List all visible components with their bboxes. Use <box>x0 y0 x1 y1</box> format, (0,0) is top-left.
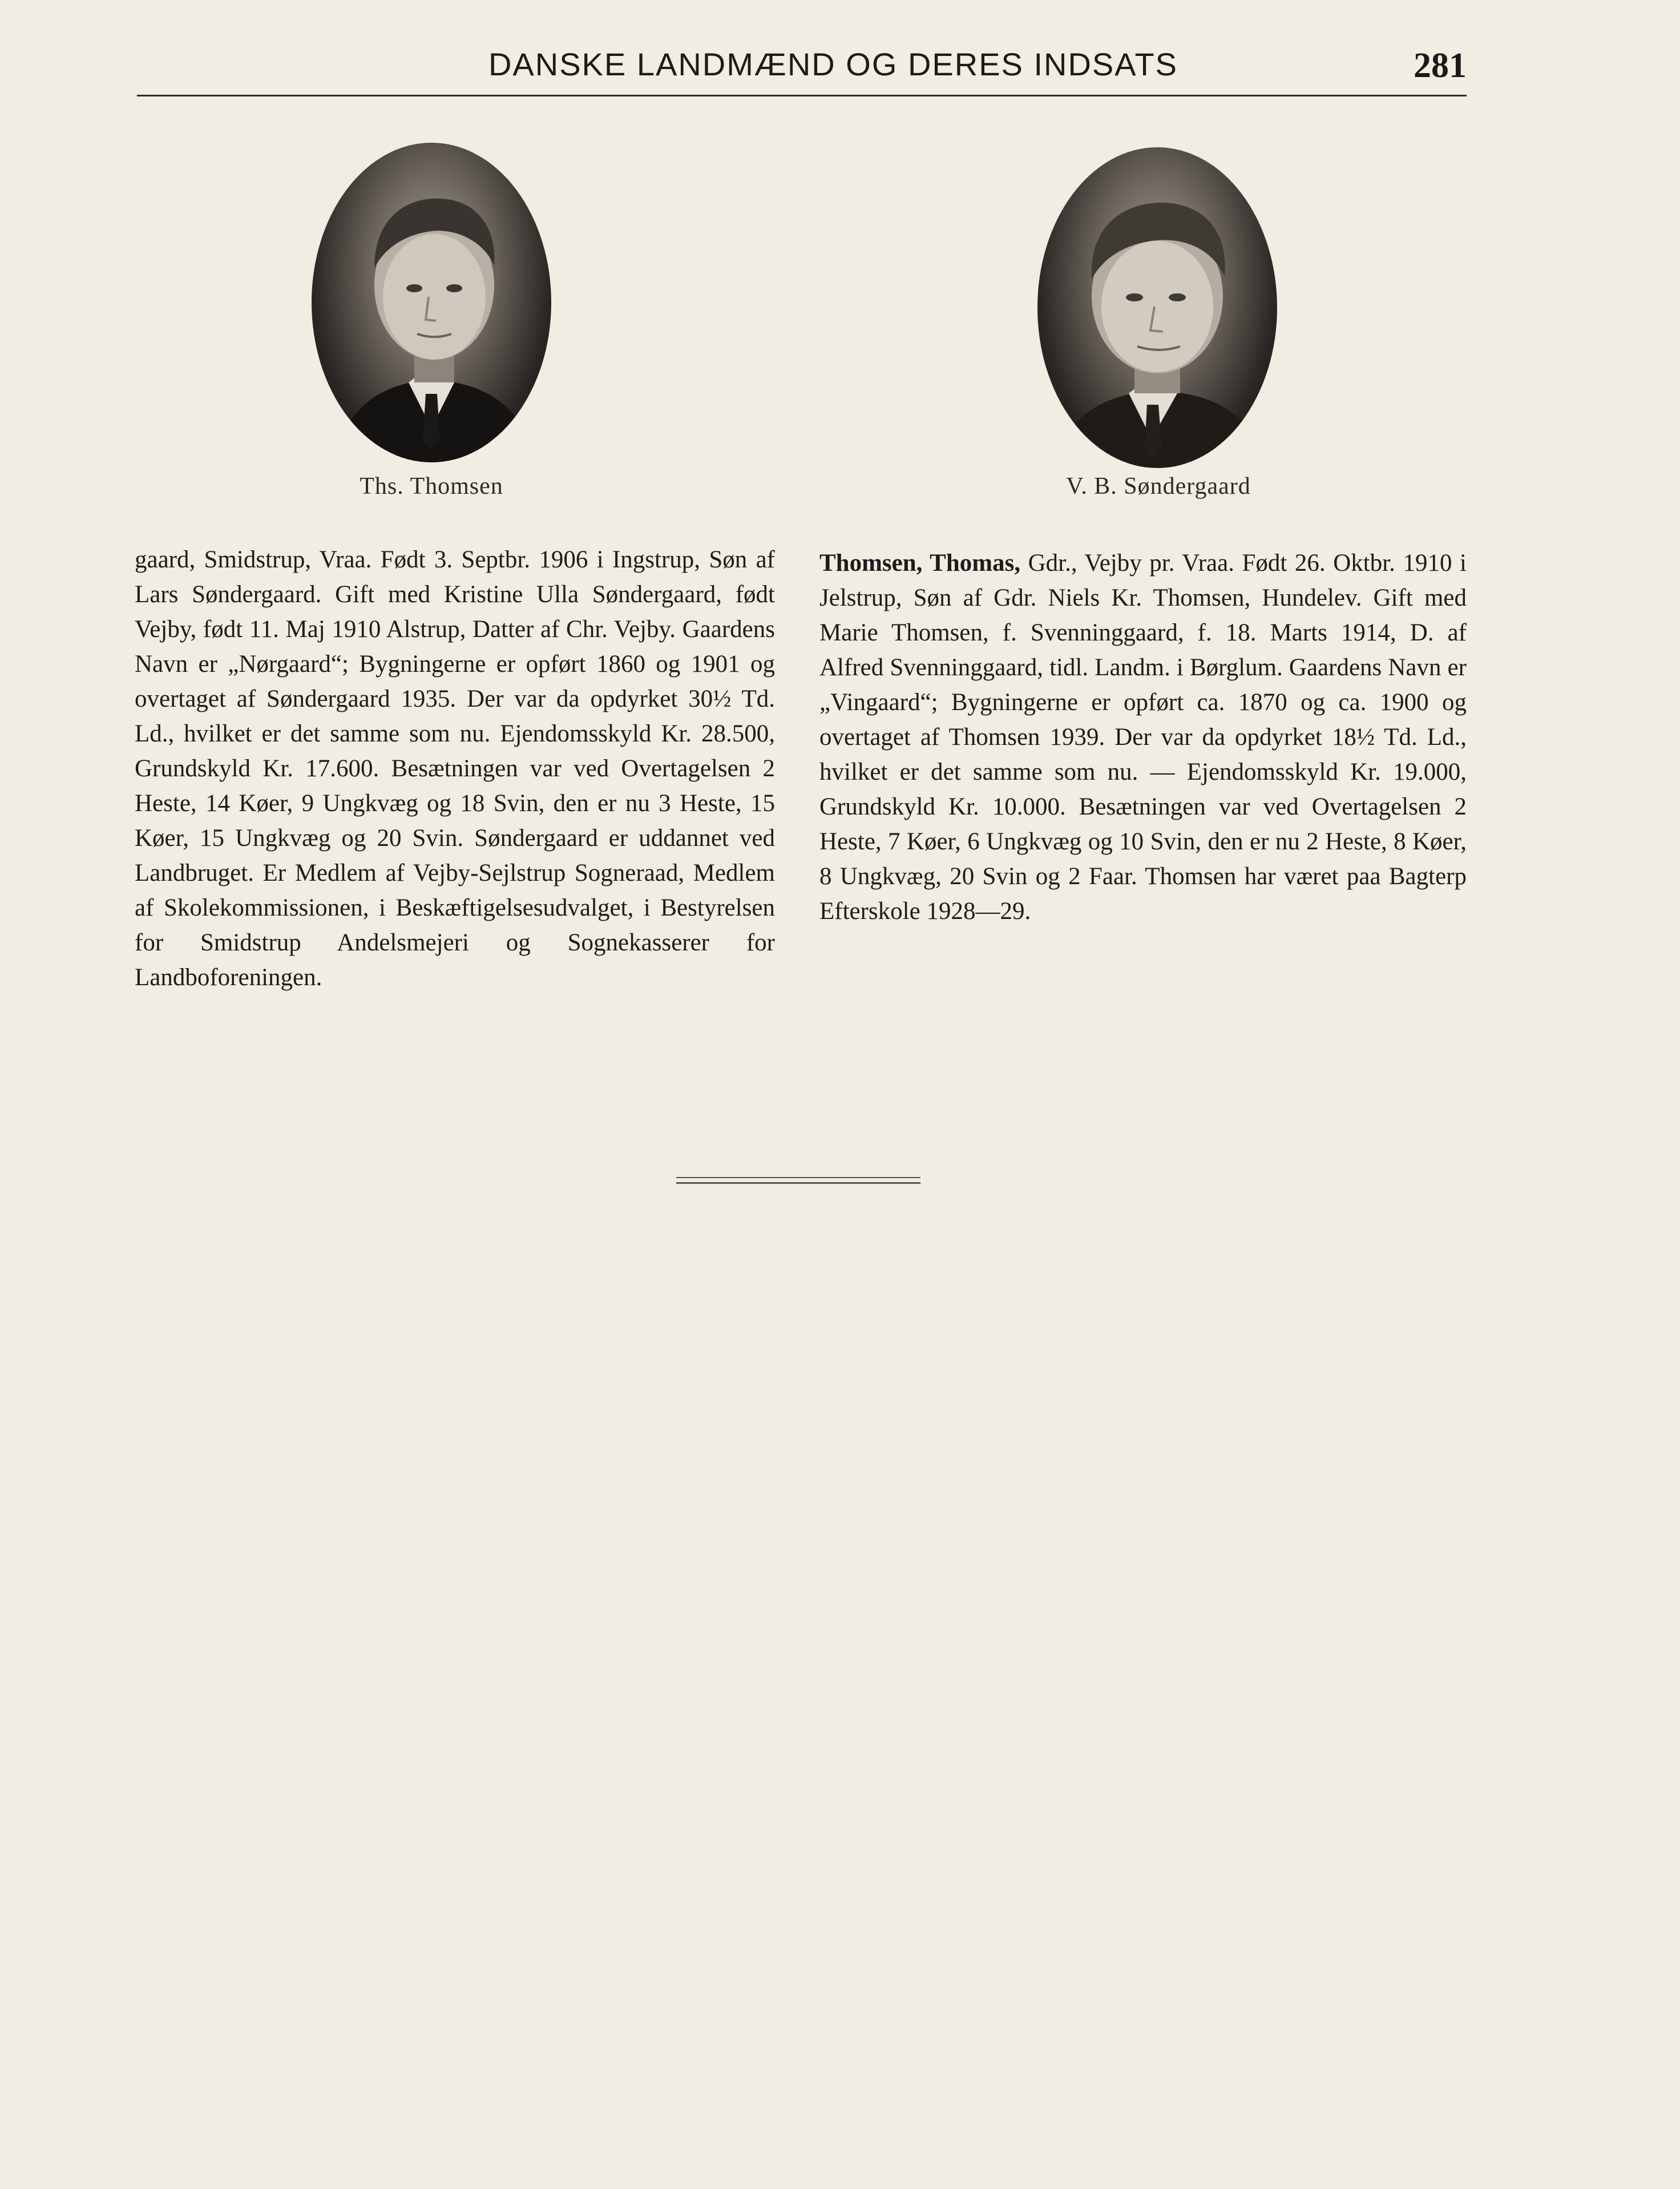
right-column-entry <box>819 546 1467 929</box>
running-head <box>137 46 1467 97</box>
right-column <box>819 546 1467 929</box>
left-column-text: gaard, Smidstrup, Vraa. Født 3. Septbr. 1906 i Ingstrup, Søn af Lars Søndergaard. Gift med Kristine Ulla Søndergaard, født Vejby, født 11. Maj 1910 Alstrup, Datter af Chr. Vejby. Gaardens Navn er „Nørgaard“; Bygningerne er opført 1860 og 1901 og overtaget af Søndergaard 1935. Der var da opdyrket 30½ Td. Ld., hvilket er det samme som nu. Ejendomsskyld Kr. 28.500, Grundskyld Kr. 17.600. Besætningen var ved Overtagelsen 2 Heste, 14 Køer, 9 Ungkvæg og 18 Svin, den er nu 3 Heste, 15 Køer, 15 Ungkvæg og 20 Svin. Søndergaard er uddannet ved Landbruget. Er Medlem af Vejby-Sejlstrup Sogneraad, Medlem af Skolekommissionen, i Beskæftigelsesudvalget, i Bestyrelsen for Smidstrup Andelsmejeri og Sognekasserer for Landboforeningen. <box>135 546 775 991</box>
portrait-caption-left: Ths. Thomsen <box>360 473 503 499</box>
portrait-photo-right <box>1037 147 1277 468</box>
header-rule <box>137 95 1467 96</box>
section-divider <box>676 1177 920 1185</box>
right-column-text: Gdr., Vejby pr. Vraa. Født 26. Oktbr. 1910 i Jelstrup, Søn af Gdr. Niels Kr. Thomsen, Hundelev. Gift med Marie Thomsen, f. Svenninggaard, f. 18. Marts 1914, D. af Alfred Svenninggaard, tidl. Landm. i Børglum. Gaardens Navn er „Vingaard“; Bygningerne er opført ca. 1870 og ca. 1900 og overtaget af Thomsen 1939. Der var da opdyrket 18½ Td. Ld., hvilket er det samme som nu. — Ejendomsskyld Kr. 19.000, Grundskyld Kr. 10.000. Besætningen var ved Overtagelsen 2 Heste, 7 Køer, 6 Ungkvæg og 10 Svin, den er nu 2 Heste, 8 Køer, 8 Ungkvæg, 20 Svin og 2 Faar. Thomsen har været paa Bagterp Efterskole 1928—29. <box>819 550 1467 925</box>
portrait-figure-left <box>312 143 551 462</box>
page-number: 281 <box>1414 46 1467 85</box>
running-title: DANSKE LANDMÆND OG DERES INDSATS <box>488 46 1178 82</box>
portrait-caption-right: V. B. Søndergaard <box>1066 473 1251 499</box>
entry-name: Thomsen, Thomas, <box>819 550 1021 577</box>
left-column <box>135 542 775 995</box>
portrait-figure-right <box>1037 147 1277 468</box>
portrait-photo-left <box>312 143 551 462</box>
